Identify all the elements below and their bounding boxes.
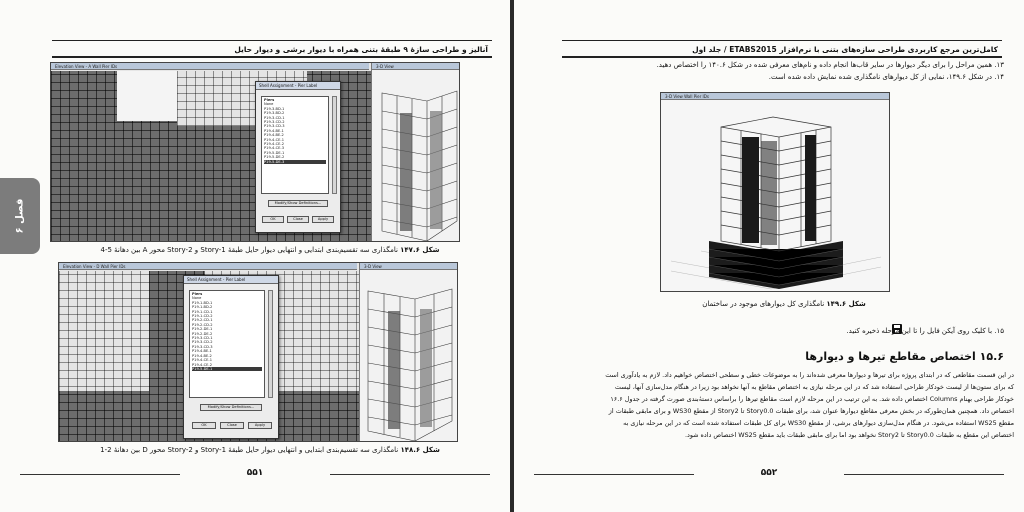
page-number: ۵۵۱: [180, 468, 330, 480]
pier-list-item[interactable]: P19-1-CD-1: [192, 309, 213, 314]
pier-list-item[interactable]: P19-4-BE-2: [192, 353, 212, 358]
pier-list-item[interactable]: P19-2-DE-2: [192, 331, 213, 336]
apply-button[interactable]: Apply: [312, 216, 334, 223]
pier-list-item[interactable]: P19-4-BE-1: [192, 349, 212, 354]
pier-list-item[interactable]: P19-5-DE-3: [264, 160, 326, 164]
figure-147-screenshot: [50, 62, 460, 242]
caption-text: نامگذاری سه تقسیم‌بندی ابتدایی و انتهایی دیوار حایل طبقهٔ Story-1 و Story-2 محور A بین دهانهٔ 5-4: [100, 246, 398, 254]
view3d-title: 3-D View: [360, 263, 458, 270]
figure-148-caption: [70, 446, 470, 454]
pier-list-item[interactable]: P19-5-DE-2: [264, 155, 285, 160]
figure-149-caption: [634, 300, 934, 308]
figure-148-screenshot: [58, 262, 458, 442]
body-line: مقطع WS25 استفاده می‌شود. در هنگام مدل‌سازی دیوارهای برشی، از مقطع WS30 برای کل طبقات استفاده شده است که در این مرحله نیازی به: [623, 419, 1014, 427]
step-14: ۱۴. در شکل ۱۴۹.۶، نمایی از کل دیوارهای نامگذاری شده نمایش داده شده است.: [768, 73, 1004, 81]
body-line: اختصاص داد. همچنین همان‌طورکه در بخش معرفی مقاطع دیوارها عنوان شد، برای طبقات Story0.0 تا Story2 از مقطع WS30 و برای مابقی طبقات از: [608, 407, 1014, 415]
pier-label-dialog: [255, 81, 341, 233]
pier-list-item[interactable]: P19-4-BE-2: [264, 133, 284, 138]
dialog-title: Shell Assignment - Pier Label: [184, 276, 278, 284]
section-title: ۱۵.۶ اختصاص مقاطع تیرها و دیوارها: [805, 350, 1004, 363]
ok-button[interactable]: OK: [262, 216, 284, 223]
pier-list-item[interactable]: P19-5-DE-1: [264, 150, 285, 155]
pier-list-item[interactable]: P19-1-BD-1: [192, 300, 213, 305]
pier-list-header: Piers: [192, 292, 203, 296]
page-number: ۵۵۲: [694, 468, 844, 480]
pier-list-item[interactable]: P19-4-BE-1: [264, 128, 284, 133]
dialog-title: Shell Assignment - Pier Label: [256, 82, 340, 90]
step-15: ۱۵. با کلیک روی آیکن فایل را تا این مرحله ذخیره کنید.: [846, 327, 1004, 335]
modify-definitions-button[interactable]: Modify/Show Definitions...: [268, 200, 328, 207]
caption-label: شکل ۱۴۸.۶: [400, 446, 440, 454]
elevation-window-title: Elevation View - A Wall Pier IDs: [51, 63, 369, 70]
caption-label: شکل ۱۴۷.۶: [400, 246, 440, 254]
ok-button[interactable]: OK: [192, 422, 216, 429]
pier-list-item[interactable]: P19-2-CD-2: [192, 322, 213, 327]
pier-list-item[interactable]: P19-2-CD-1: [192, 318, 213, 323]
figure-147-caption: [70, 246, 470, 254]
pier-list-item[interactable]: P19-4-CE-3: [264, 146, 284, 151]
right-page: [514, 0, 1024, 512]
pier-list-item[interactable]: None: [192, 296, 202, 301]
body-line: خودکار طراحی بهنام Columns اختصاص داده شد. به این ترتیب در این مرحله لازم است مقاطع تیرها را براساس دستهٔ‌بندی صورت گرفته در جدول ۱۶.۶: [610, 395, 1014, 403]
figure-149-screenshot: [660, 92, 890, 292]
close-button[interactable]: Close: [220, 422, 244, 429]
view3d-window-title: 3-D View Wall Pier IDs: [661, 93, 889, 100]
pier-list-item[interactable]: P19-5-DE-1: [192, 367, 262, 371]
elevation-window-title: Elevation View - D Wall Pier IDs: [59, 263, 357, 270]
body-line: که برای ستون‌ها از لیست خودکار طراحی استفاده شد که در این مرحله نیازی به اختصاص مقاطع به آنها نخواهد بود زیرا در هنگام مدل‌سازی آنها، لیست: [614, 383, 1014, 391]
view3d-title: 3-D View: [372, 63, 460, 70]
pier-list-header: Piers: [264, 98, 275, 102]
building-3d-view: [360, 271, 458, 442]
caption-text: نامگذاری سه تقسیم‌بندی ابتدایی و انتهایی دیوار حایل طبقهٔ Story-1 و Story-2 محور D بین دهانهٔ 2-1: [100, 446, 399, 454]
body-line: اختصاص این مقطع به طبقات Story0.0 تا Story2 نخواهد بود اما برای مابقی طبقات باید مقطع WS25 اختصاص داده شود.: [684, 431, 1014, 439]
pier-list-item[interactable]: P19-3-BD-1: [264, 106, 285, 111]
pier-list-item[interactable]: P19-3-CD-2: [264, 120, 285, 125]
body-line: در این قسمت مقاطعی که در ابتدای پروژه برای تیرها و دیوارها معرفی شده‌اند را به موضوعات خطی و سطحی اختصاص خواهیم داد. لازم به یادآوری است: [605, 371, 1014, 379]
pier-list-item[interactable]: None: [264, 102, 274, 107]
left-page: [0, 0, 510, 512]
pier-list-item[interactable]: P19-3-CD-3: [192, 344, 213, 349]
pier-list-item[interactable]: P19-3-CD-1: [192, 336, 213, 341]
chapter-tab: [0, 178, 40, 254]
caption-label: شکل ۱۴۹.۶: [826, 300, 866, 308]
pier-list-scrollbar[interactable]: [332, 96, 337, 194]
apply-button[interactable]: Apply: [248, 422, 272, 429]
pier-list-scrollbar[interactable]: [268, 290, 273, 398]
pier-list-item[interactable]: P19-2-DE-1: [192, 327, 213, 332]
pier-label-dialog: [183, 275, 279, 439]
elevation-void: [117, 71, 177, 121]
view3d-panel: [359, 263, 458, 442]
close-button[interactable]: Close: [287, 216, 309, 223]
pier-list-item[interactable]: P19-3-BD-2: [264, 111, 285, 116]
running-head: آنالیز و طراحی سازهٔ ۹ طبقهٔ بتنی همراه با دیوار برشی و دیوار حایل: [52, 40, 492, 58]
pier-list-item[interactable]: P19-3-CD-2: [192, 340, 213, 345]
chapter-tab-label: فصل ۶: [14, 198, 26, 234]
view3d-panel: [371, 63, 460, 242]
modify-definitions-button[interactable]: Modify/Show Definitions...: [200, 404, 262, 411]
pier-list-item[interactable]: P19-1-BD-2: [192, 305, 213, 310]
pier-list-item[interactable]: P19-3-CD-1: [264, 115, 285, 120]
running-head: کامل‌ترین مرجع کاربردی طراحی سازه‌های بتنی با نرم‌افزار ETABS2015 / جلد اول: [562, 40, 1002, 58]
pier-list-item[interactable]: P19-4-CE-1: [192, 358, 212, 363]
pier-list-item[interactable]: P19-4-CE-2: [264, 142, 284, 147]
pier-list-item[interactable]: P19-1-CD-2: [192, 314, 213, 319]
pier-list-item[interactable]: P19-3-CD-3: [264, 124, 285, 129]
pier-list-item[interactable]: P19-4-CE-2: [192, 362, 212, 367]
building-3d-view: [372, 71, 460, 242]
pier-list-item[interactable]: P19-4-CE-1: [264, 137, 284, 142]
pier-list[interactable]: [189, 290, 265, 398]
building-3d-view: [661, 101, 890, 292]
step-13: ۱۳. همین مراحل را برای دیگر دیوارها در سایر قاب‌ها انجام داده و نام‌های معرفی شده در شکل ۱۴۰.۶ را اختصاص دهید.: [656, 61, 1004, 69]
caption-text: نامگذاری کل دیوارهای موجود در ساختمان: [702, 300, 825, 308]
pier-list[interactable]: [261, 96, 329, 194]
